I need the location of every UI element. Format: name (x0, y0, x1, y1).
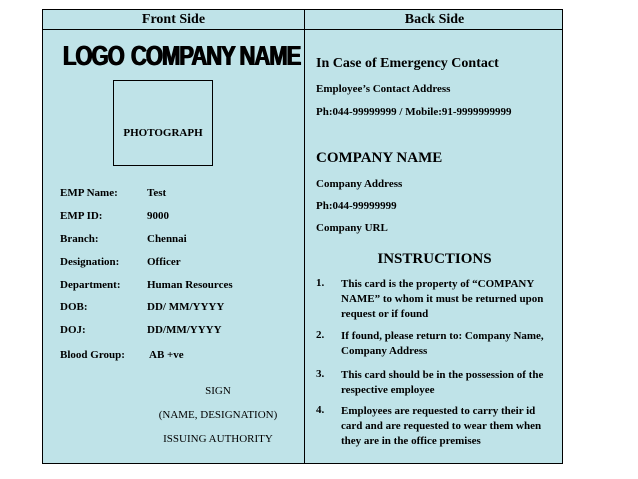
issuing-authority-label: ISSUING AUTHORITY (163, 433, 273, 445)
company-url: Company URL (316, 222, 388, 234)
emergency-contact-title: In Case of Emergency Contact (316, 56, 499, 71)
photograph-label: PHOTOGRAPH (123, 127, 203, 139)
field-value: DD/ MM/YYYY (147, 301, 225, 313)
field-value: Human Resources (147, 279, 233, 291)
field-label: EMP Name: (60, 187, 118, 199)
instructions-title: INSTRUCTIONS (377, 251, 492, 267)
sign-label: SIGN (205, 385, 231, 397)
company-name-title: COMPANY NAME (316, 150, 443, 166)
field-label: EMP ID: (60, 210, 103, 222)
field-label: DOJ: (60, 324, 86, 336)
field-value: Officer (147, 256, 181, 268)
logo-placeholder: LOGO (63, 40, 124, 72)
instruction-number: 4. (316, 404, 325, 416)
instruction-text: This card is the property of “COMPANY NAME” to whom it must be returned upon request or if found (341, 278, 544, 320)
instruction-number: 3. (316, 368, 325, 380)
instruction-text: Employees are requested to carry their id card and are requested to wear them when they are in the office premises (341, 405, 542, 447)
instruction-text: This card should be in the possession of the respective employee (341, 369, 544, 396)
company-name-logo: COMPANY NAME (131, 40, 301, 72)
field-value: Chennai (147, 233, 187, 245)
emergency-phone: Ph:044-99999999 / Mobile:91-9999999999 (316, 106, 512, 118)
field-label: Department: (60, 279, 121, 291)
field-value: AB +ve (149, 349, 184, 361)
instruction-number: 1. (316, 277, 325, 289)
id-card-template (42, 9, 563, 464)
field-label: Branch: (60, 233, 99, 245)
field-value: 9000 (147, 210, 169, 222)
column-divider (304, 10, 305, 463)
field-value: DD/MM/YYYY (147, 324, 222, 336)
name-designation-label: (NAME, DESIGNATION) (158, 409, 278, 421)
field-label: Blood Group: (60, 349, 125, 361)
company-address: Company Address (316, 178, 403, 190)
field-label: Designation: (60, 256, 120, 268)
field-value: Test (147, 187, 167, 199)
header-divider (43, 29, 562, 30)
instruction-number: 2. (316, 329, 325, 341)
employee-address: Employee’s Contact Address (316, 83, 451, 95)
field-label: DOB: (60, 301, 88, 313)
front-side-header: Front Side (141, 12, 206, 27)
photograph-box (113, 80, 213, 166)
back-side-header: Back Side (404, 12, 465, 27)
instruction-text: If found, please return to: Company Name, Company Address (341, 330, 544, 357)
company-phone: Ph:044-99999999 (316, 200, 397, 212)
